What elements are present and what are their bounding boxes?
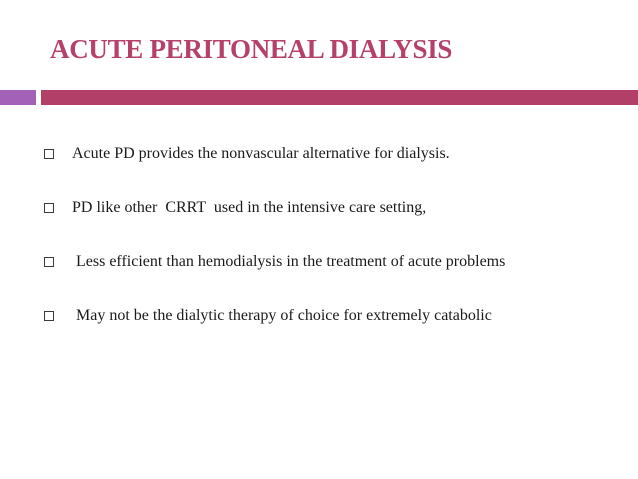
square-bullet-icon <box>44 311 54 321</box>
bullet-text: May not be the dialytic therapy of choice for extremely catabolic <box>72 307 492 324</box>
square-bullet-icon <box>44 149 54 159</box>
square-bullet-icon <box>44 203 54 213</box>
bullet-item <box>44 306 505 326</box>
bullet-text: PD like other CRRT used in the intensive care setting, <box>72 199 427 216</box>
slide-title: ACUTE PERITONEAL DIALYSIS <box>50 34 453 64</box>
bullet-text: Less efficient than hemodialysis in the treatment of acute problems <box>72 253 506 270</box>
accent-bar-left <box>0 90 36 105</box>
accent-bar-right <box>41 90 638 105</box>
bullet-item <box>44 144 505 164</box>
bullet-item <box>44 252 505 272</box>
bullet-list <box>44 144 505 360</box>
bullet-item <box>44 198 505 218</box>
square-bullet-icon <box>44 257 54 267</box>
bullet-text: Acute PD provides the nonvascular alternative for dialysis. <box>72 145 450 162</box>
